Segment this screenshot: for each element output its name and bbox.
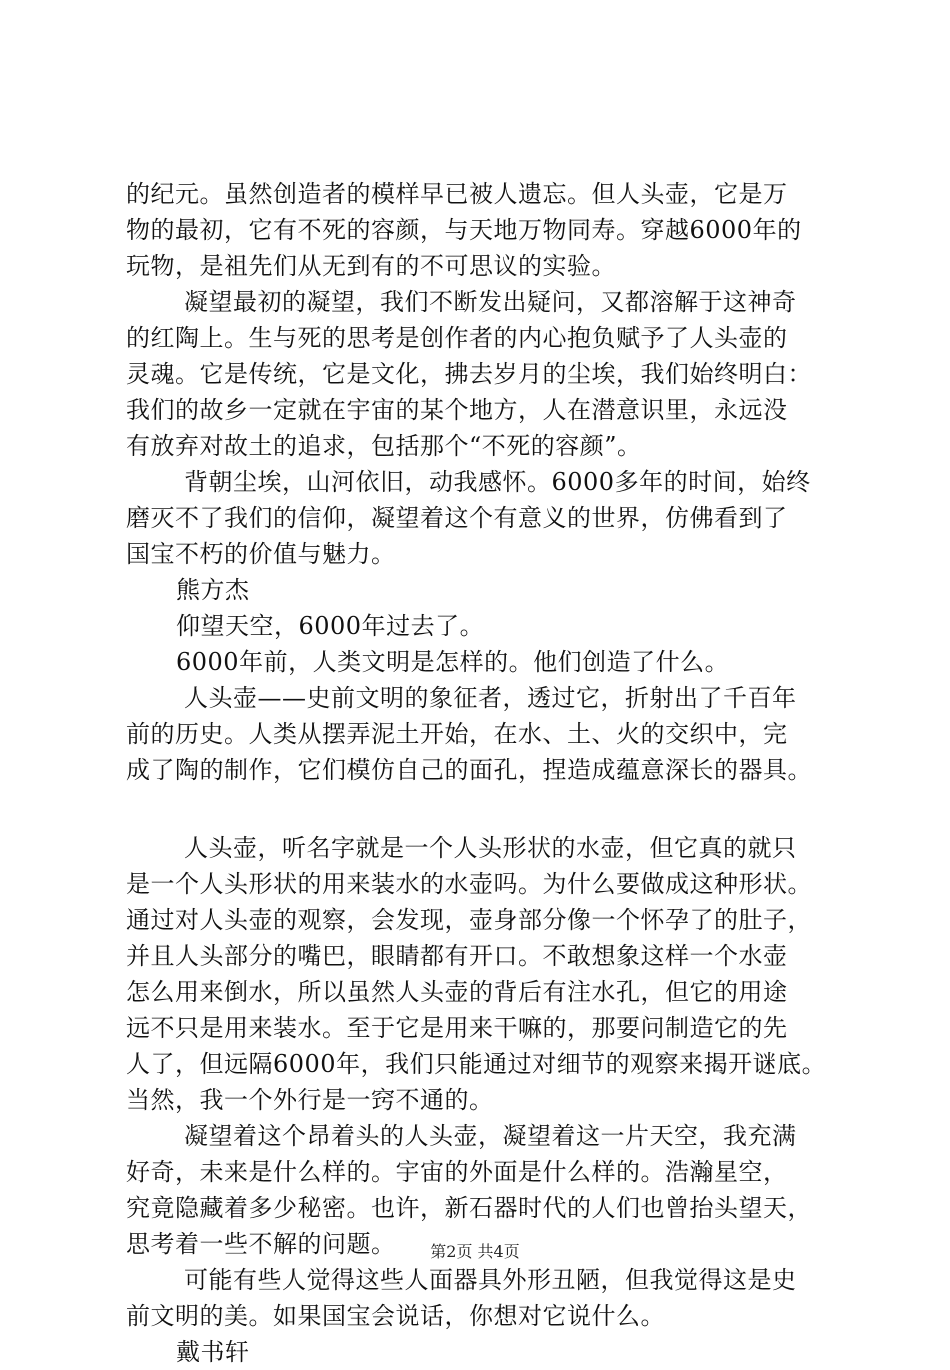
paragraph-start-line: 6000年前，人类文明是怎样的。他们创造了什么。 (176, 648, 730, 676)
text-line: 怎么用来倒水，所以虽然人头壶的背后有注水孔，但它的用途 (126, 978, 788, 1006)
text-line: 远不只是用来装水。至于它是用来干嘛的，那要问制造它的先 (126, 1014, 788, 1042)
text-line: 前文明的美。如果国宝会说话，你想对它说什么。 (126, 1302, 665, 1330)
text-line: 好奇，未来是什么样的。宇宙的外面是什么样的。浩瀚星空， (126, 1158, 788, 1186)
text-line: 物的最初，它有不死的容颜，与天地万物同寿。穿越6000年的 (126, 216, 802, 244)
text-line: 并且人头部分的嘴巴，眼睛都有开口。不敢想象这样一个水壶 (126, 942, 788, 970)
author-name: 戴书轩 (176, 1338, 250, 1366)
text-line: 的红陶上。生与死的思考是创作者的内心抱负赋予了人头壶的 (126, 324, 788, 352)
paragraph-start-line: 背朝尘埃，山河依旧，动我感怀。6000多年的时间，始终 (184, 468, 811, 496)
text-line: 灵魂。它是传统，它是文化，拂去岁月的尘埃，我们始终明白： (126, 360, 812, 388)
paragraph-start-line: 仰望天空，6000年过去了。 (176, 612, 485, 640)
text-line: 前的历史。人类从摆弄泥土开始，在水、土、火的交织中，完 (126, 720, 788, 748)
text-line: 成了陶的制作，它们模仿自己的面孔，捏造成蕴意深长的器具。 (126, 756, 812, 784)
text-line: 磨灭不了我们的信仰，凝望着这个有意义的世界，仿佛看到了 (126, 504, 788, 532)
author-name: 熊方杰 (176, 576, 250, 604)
text-line: 究竟隐藏着多少秘密。也许，新石器时代的人们也曾抬头望天， (126, 1194, 812, 1222)
page-number-label: 第2页 共4页 (430, 1242, 520, 1261)
text-line: 的纪元。虽然创造者的模样早已被人遗忘。但人头壶，它是万 (126, 180, 788, 208)
text-line: 国宝不朽的价值与魅力。 (126, 540, 396, 568)
paragraph-gap (126, 788, 846, 830)
paragraph-start-line: 人头壶，听名字就是一个人头形状的水壶，但它真的就只 (184, 834, 797, 862)
text-line: 有放弃对故土的追求，包括那个“不死的容颜”。 (126, 432, 642, 460)
text-line: 是一个人头形状的用来装水的水壶吗。为什么要做成这种形状。 (126, 870, 812, 898)
text-line: 玩物，是祖先们从无到有的不可思议的实验。 (126, 252, 616, 280)
text-line: 当然，我一个外行是一窍不通的。 (126, 1086, 494, 1114)
page-footer (0, 1240, 950, 1264)
text-line: 我们的故乡一定就在宇宙的某个地方，人在潜意识里，永远没 (126, 396, 788, 424)
text-line: 思考着一些不解的问题。 (126, 1230, 396, 1258)
text-line: 人了，但远隔6000年，我们只能通过对细节的观察来揭开谜底。 (126, 1050, 827, 1078)
paragraph-start-line: 可能有些人觉得这些人面器具外形丑陋，但我觉得这是史 (184, 1266, 797, 1294)
paragraph-start-line: 人头壶——史前文明的象征者，透过它，折射出了千百年 (184, 684, 797, 712)
document-body (126, 176, 846, 1370)
paragraph-start-line: 凝望着这个昂着头的人头壶，凝望着这一片天空，我充满 (184, 1122, 797, 1150)
paragraph-start-line: 凝望最初的凝望，我们不断发出疑问，又都溶解于这神奇 (184, 288, 797, 316)
text-line: 通过对人头壶的观察，会发现，壶身部分像一个怀孕了的肚子， (126, 906, 812, 934)
